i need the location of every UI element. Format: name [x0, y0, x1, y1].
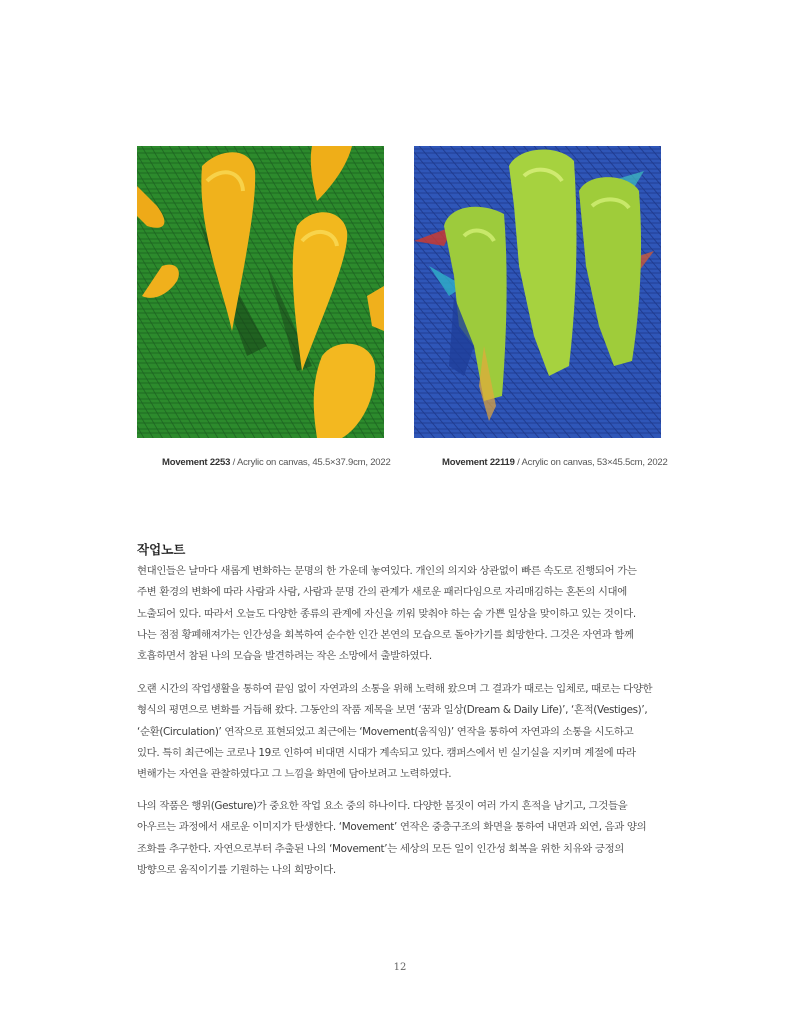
paragraph-line: 오랜 시간의 작업생활을 통하여 끝임 없이 자연과의 소통을 위해 노력해 왔으며 그 결과가 때로는 입체로, 때로는 다양한	[137, 683, 653, 695]
artwork-caption	[442, 457, 668, 468]
artwork-image-movement-22119	[414, 146, 661, 438]
artwork-title: Movement 2253	[162, 457, 231, 468]
note-paragraph	[137, 561, 664, 667]
artwork-details: / Acrylic on canvas, 45.5×37.9cm, 2022	[230, 457, 391, 468]
paragraph-line: 방향으로 움직이기를 기원하는 나의 희망이다.	[137, 863, 336, 876]
paragraph-line: 있다. 특히 최근에는 코로나 19로 인하여 비대면 시대가 계속되고 있다. 캠퍼스에서 빈 실기실을 지키며 계절에 따라	[137, 746, 636, 759]
paragraph-line: 나의 작품은 행위(Gesture)가 중요한 작업 요소 중의 하나이다. 다양한 몸짓이 여러 가지 흔적을 남기고, 그것들을	[137, 800, 628, 812]
note-paragraph	[137, 679, 664, 785]
artwork-image-movement-2253	[137, 146, 384, 438]
paragraph-line: 노출되어 있다. 따라서 오늘도 다양한 종류의 관계에 자신을 끼워 맞춰야 하는 숨 가쁜 일상을 맞이하고 있는 것이다.	[137, 607, 636, 620]
paragraph-line: 현대인들은 날마다 새롭게 변화하는 문명의 한 가운데 놓여있다. 개인의 의지와 상관없이 빠른 속도로 진행되어 가는	[137, 565, 637, 577]
paragraph-line: 조화를 추구한다. 자연으로부터 추출된 나의 ‘Movement’는 세상의 모든 일이 인간성 회복을 위한 치유와 긍정의	[137, 842, 624, 855]
page-number: 12	[393, 962, 407, 973]
artwork-title: Movement 22119	[442, 457, 515, 468]
note-paragraph	[137, 796, 664, 881]
paragraph-line: 나는 점점 황폐해져가는 인간성을 회복하여 순수한 인간 본연의 모습으로 돌아가기를 희망한다. 그것은 자연과 함께	[137, 628, 634, 641]
artwork-caption	[162, 457, 391, 468]
paragraph-line: 주변 환경의 변화에 따라 사람과 사람, 사람과 문명 간의 관계가 새로운 패러다임으로 자리매김하는 혼돈의 시대에	[137, 586, 627, 599]
artwork-details: / Acrylic on canvas, 53×45.5cm, 2022	[514, 457, 668, 468]
paragraph-line: 호흡하면서 참된 나의 모습을 발견하려는 작은 소망에서 출발하였다.	[137, 650, 432, 663]
section-title: 작업노트	[137, 542, 186, 557]
paragraph-line: 변해가는 자연을 관찰하였다고 그 느낌을 화면에 담아보려고 노력하였다.	[137, 768, 452, 781]
paragraph-line: ‘순환(Circulation)’ 연작으로 표현되었고 최근에는 ‘Movement(움직임)’ 연작을 통하여 자연과의 소통을 시도하고	[137, 725, 634, 738]
paragraph-line: 형식의 평면으로 변화를 거듭해 왔다. 그동안의 작품 제목을 보면 ‘꿈과 일상(Dream & Daily Life)’, ‘흔적(Vestiges)’,	[137, 704, 648, 717]
paragraph-line: 아우르는 과정에서 새로운 이미지가 탄생한다. ‘Movement’ 연작은 중층구조의 화면을 통하여 내면과 외연, 음과 양의	[137, 821, 647, 834]
